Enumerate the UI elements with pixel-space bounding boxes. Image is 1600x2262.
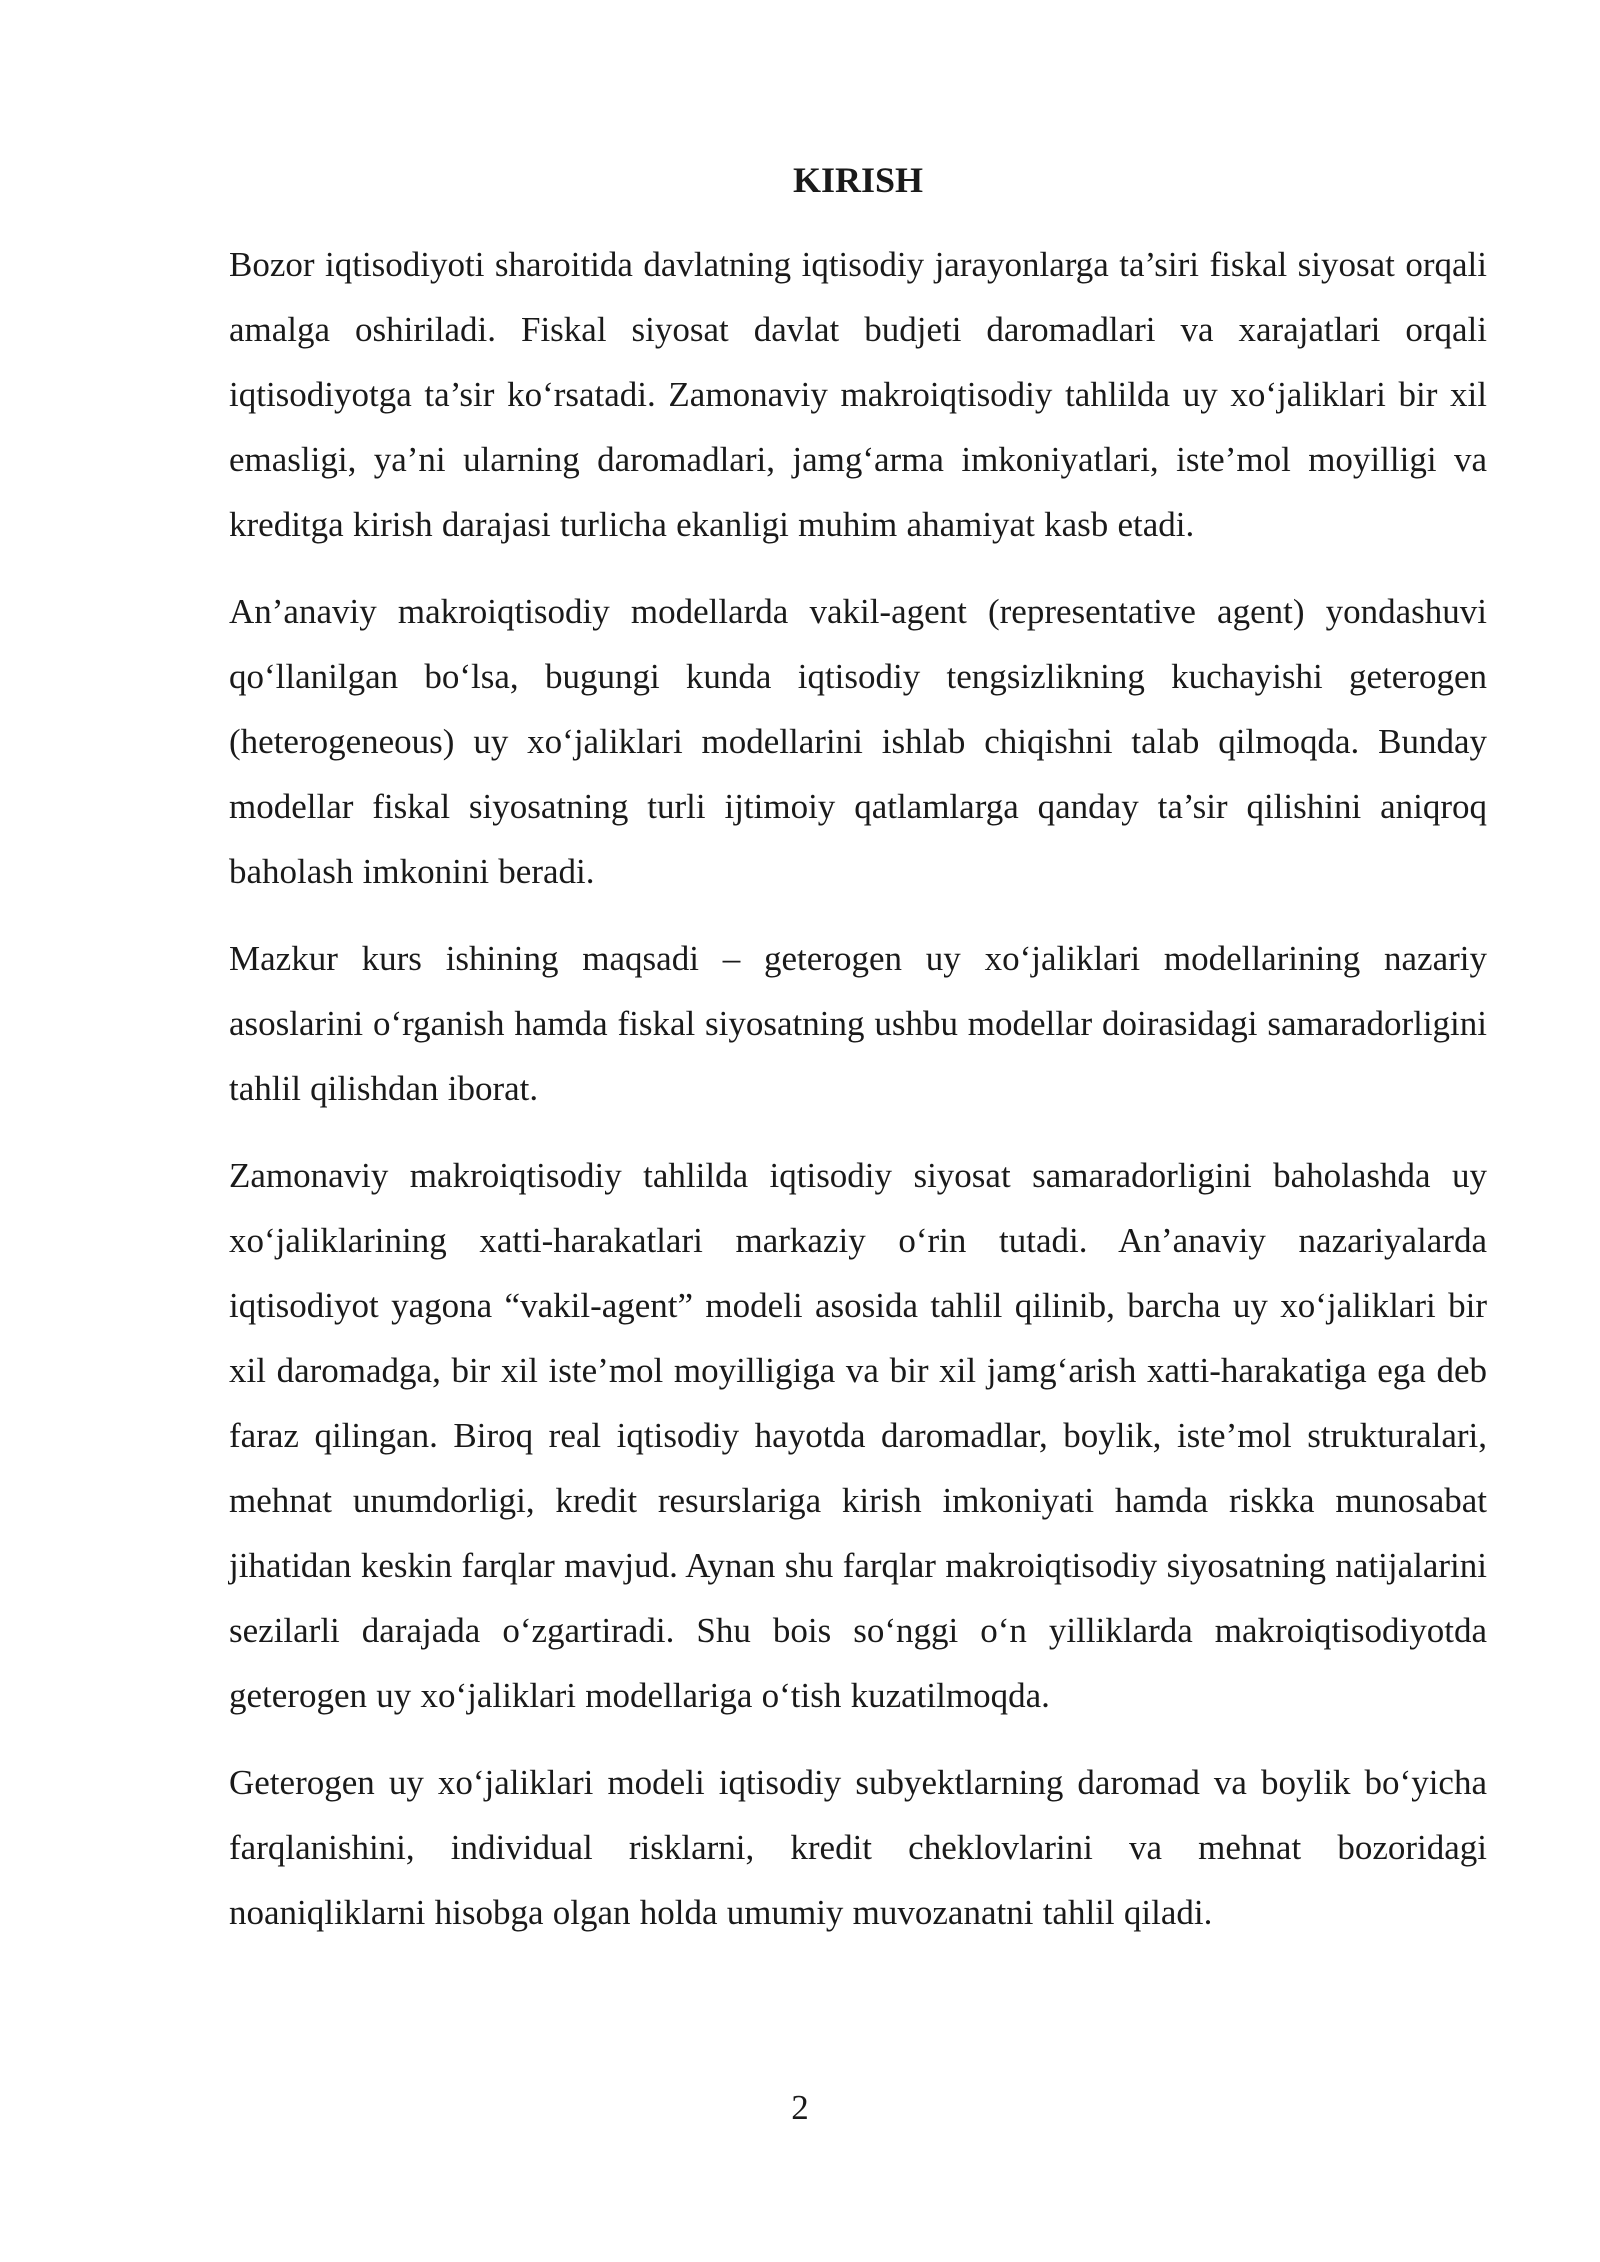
- paragraph-1: Bozor iqtisodiyoti sharoitida davlatning iqtisodiy jarayonlarga ta’siri fiskal siyosat orqali amalga oshiriladi. Fiskal siyosat davlat budjeti daromadlari va xarajatlari orqali iqtisodiyotga ta’sir ko‘rsatadi. Zamonaviy makroiqtisodiy tahlilda uy xo‘jaliklari bir xil emasligi, ya’ni ularning daromadlari, jamg‘arma imkoniyatlari, iste’mol moyilligi va kreditga kirish darajasi turlicha ekanligi muhim ahamiyat kasb etadi.: [229, 245, 1487, 544]
- body-text: [229, 232, 1487, 1967]
- paragraph-4: Zamonaviy makroiqtisodiy tahlilda iqtisodiy siyosat samaradorligini baholashda uy xo‘jaliklarining xatti-harakatlari markaziy o‘rin tutadi. An’anaviy nazariyalarda iqtisodiyot yagona “vakil-agent” modeli asosida tahlil qilinib, barcha uy xo‘jaliklari bir xil daromadga, bir xil iste’mol moyilligiga va bir xil jamg‘arish xatti-harakatiga ega deb faraz qilingan. Biroq real iqtisodiy hayotda daromadlar, boylik, iste’mol strukturalari, mehnat unumdorligi, kredit resurslariga kirish imkoniyati hamda riskka munosabat jihatidan keskin farqlar mavjud. Aynan shu farqlar makroiqtisodiy siyosatning natijalarini sezilarli darajada o‘zgartiradi. Shu bois so‘nggi o‘n yilliklarda makroiqtisodiyotda geterogen uy xo‘jaliklari modellariga o‘tish kuzatilmoqda.: [229, 1156, 1487, 1715]
- page-number: 2: [791, 2088, 809, 2127]
- paragraph-2: An’anaviy makroiqtisodiy modellarda vakil-agent (representative agent) yondashuvi qo‘llanilgan bo‘lsa, bugungi kunda iqtisodiy tengsizlikning kuchayishi geterogen (heterogeneous) uy xo‘jaliklari modellarini ishlab chiqishni talab qilmoqda. Bunday modellar fiskal siyosatning turli ijtimoiy qatlamlarga qanday ta’sir qilishini aniqroq baholash imkonini beradi.: [229, 592, 1487, 891]
- paragraph-3: Mazkur kurs ishining maqsadi – geterogen uy xo‘jaliklari modellarining nazariy asoslarini o‘rganish hamda fiskal siyosatning ushbu modellar doirasidagi samaradorligini tahlil qilishdan iborat.: [229, 939, 1487, 1108]
- section-title: KIRISH: [792, 160, 924, 200]
- paragraph-5: Geterogen uy xo‘jaliklari modeli iqtisodiy subyektlarning daromad va boylik bo‘yicha farqlanishini, individual risklarni, kredit cheklovlarini va mehnat bozoridagi noaniqliklarni hisobga olgan holda umumiy muvozanatni tahlil qiladi.: [229, 1763, 1487, 1932]
